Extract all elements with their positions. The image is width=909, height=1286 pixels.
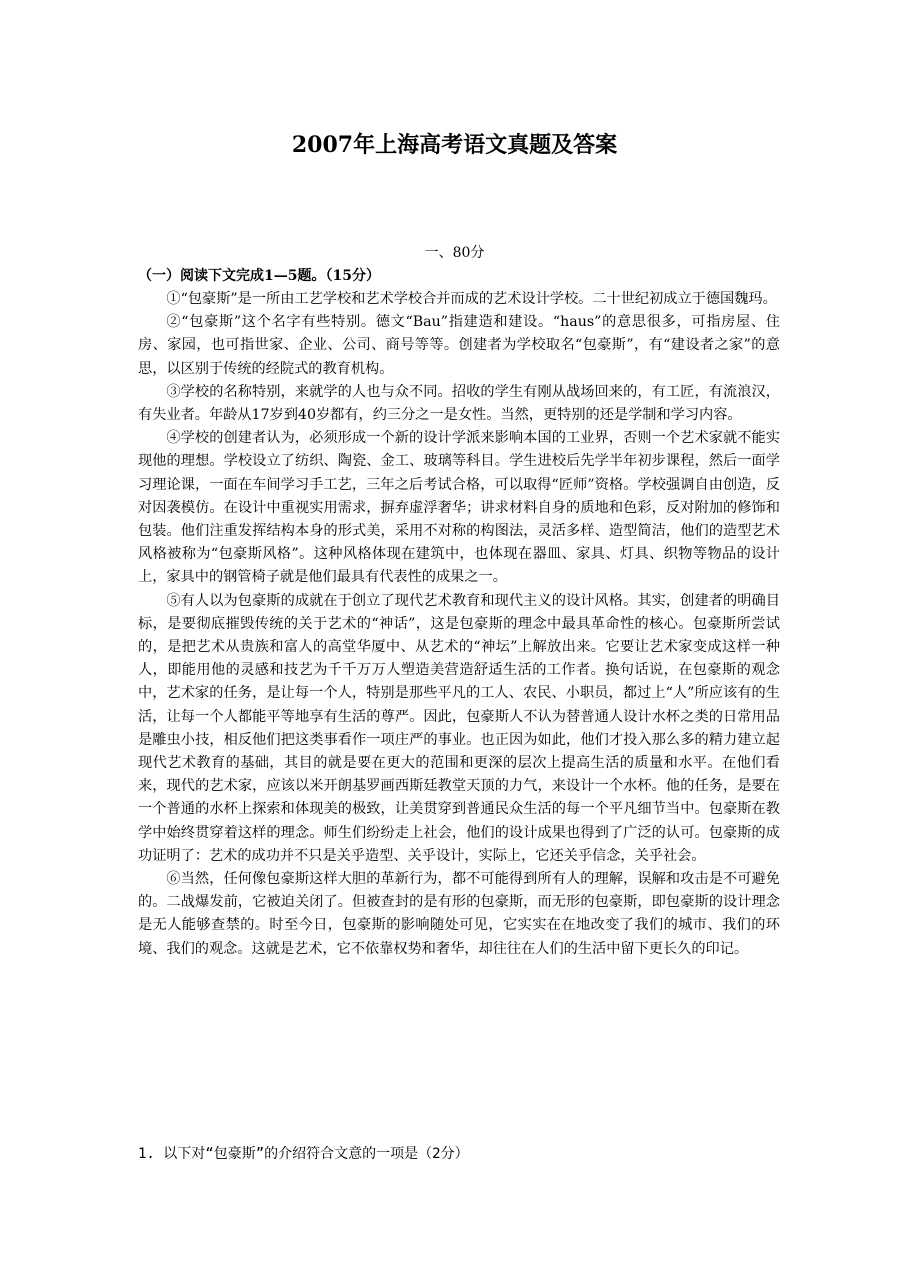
section-number: 一、80分 (424, 245, 485, 261)
sub-heading: （一）阅读下文完成1—5题。（15分） (138, 268, 380, 284)
question-1: 1. 以下对“包豪斯”的介绍符合文意的一项是（2分） (138, 1146, 469, 1162)
paragraph-6: ⑥当然，任何像包豪斯这样大胆的革新行为，都不可能得到所有人的理解，误解和攻击是不可避免的。二战爆发前，它被迫关闭了。但被查封的是有形的包豪斯，而无形的包豪斯，即包豪斯的设计理念是无人能够查禁的。时至今日，包豪斯的影响随处可见，它实实在在地改变了我们的城市、我们的环境、我们的观念。这就是艺术，它不依靠权势和奢华，却往往在人们的生活中留下更长久的印记。 (138, 871, 780, 957)
paragraph-5: ⑤有人以为包豪斯的成就在于创立了现代艺术教育和现代主义的设计风格。其实，创建者的明确目标，是要彻底摧毁传统的关于艺术的“神话”，这是包豪斯的理念中最具革命性的核心。包豪斯所尝试的，是把艺术从贵族和富人的高堂华厦中、从艺术的“神坛”上解放出来。它要让艺术家变成这样一种人，即能用他的灵感和技艺为千千万万人塑造美营造舒适生活的工作者。换句话说，在包豪斯的观念中，艺术家的任务，是让每一个人，特别是那些平凡的工人、农民、小职员，都过上“人”所应该有的生活，让每一个人都能平等地享有生活的尊严。因此，包豪斯人不认为替普通人设计水杯之类的日常用品是雕虫小技，相反他们把这类事看作一项庄严的事业。也正因为如此，他们才投入那么多的精力建立起现代艺术教育的基础，其目的就是要在更大的范围和更深的层次上提高生活的质量和水平。在他们看来，现代的艺术家，应该以米开朗基罗画西斯廷教堂天顶的力气，来设计一个水杯。他的任务，是要在一个普通的水杯上探索和体现美的极致，让美贯穿到普通民众生活的每一个平凡细节当中。包豪斯在教学中始终贯穿着这样的理念。师生们纷纷走上社会，他们的设计成果也得到了广泛的认可。包豪斯的成功证明了：艺术的成功并不只是关乎造型、关乎设计，实际上，它还关乎信念，关乎社会。 (138, 592, 780, 864)
page-title: 2007年上海高考语文真题及答案 (291, 132, 618, 158)
paragraph-3: ③学校的名称特别，来就学的人也与众不同。招收的学生有刚从战场回来的，有工匠，有流浪汉，有失业者。年龄从17岁到40岁都有，约三分之一是女性。当然，更特别的还是学制和学习内容。 (138, 383, 780, 424)
paragraph-1: ①“包豪斯”是一所由工艺学校和艺术学校合并而成的艺术设计学校。二十世纪初成立于德国魏玛。 (166, 291, 777, 307)
paragraph-2: ②“包豪斯”这个名字有些特别。德文“Bau”指建造和建设。“haus”的意思很多，可指房屋、住房、家园，也可指世家、企业、公司、商号等等。创建者为学校取名“包豪斯”，有“建设者之家”的意思，以区别于传统的经院式的教育机构。 (138, 314, 780, 377)
paragraph-4: ④学校的创建者认为，必须形成一个新的设计学派来影响本国的工业界，否则一个艺术家就不能实现他的理想。学校设立了纺织、陶瓷、金工、玻璃等科目。学生进校后先学半年初步课程，然后一面学习理论课，一面在车间学习手工艺，三年之后考试合格，可以取得“匠师”资格。学校强调自由创造，反对因袭模仿。在设计中重视实用需求，摒弃虚浮奢华；讲求材料自身的质地和色彩，反对附加的修饰和包装。他们注重发挥结构本身的形式美，采用不对称的构图法，灵活多样、造型简洁，他们的造型艺术风格被称为“包豪斯风格”。这种风格体现在建筑中，也体现在器皿、家具、灯具、织物等物品的设计上，家具中的钢管椅子就是他们最具有代表性的成果之一。 (138, 430, 780, 586)
passage (138, 288, 780, 961)
